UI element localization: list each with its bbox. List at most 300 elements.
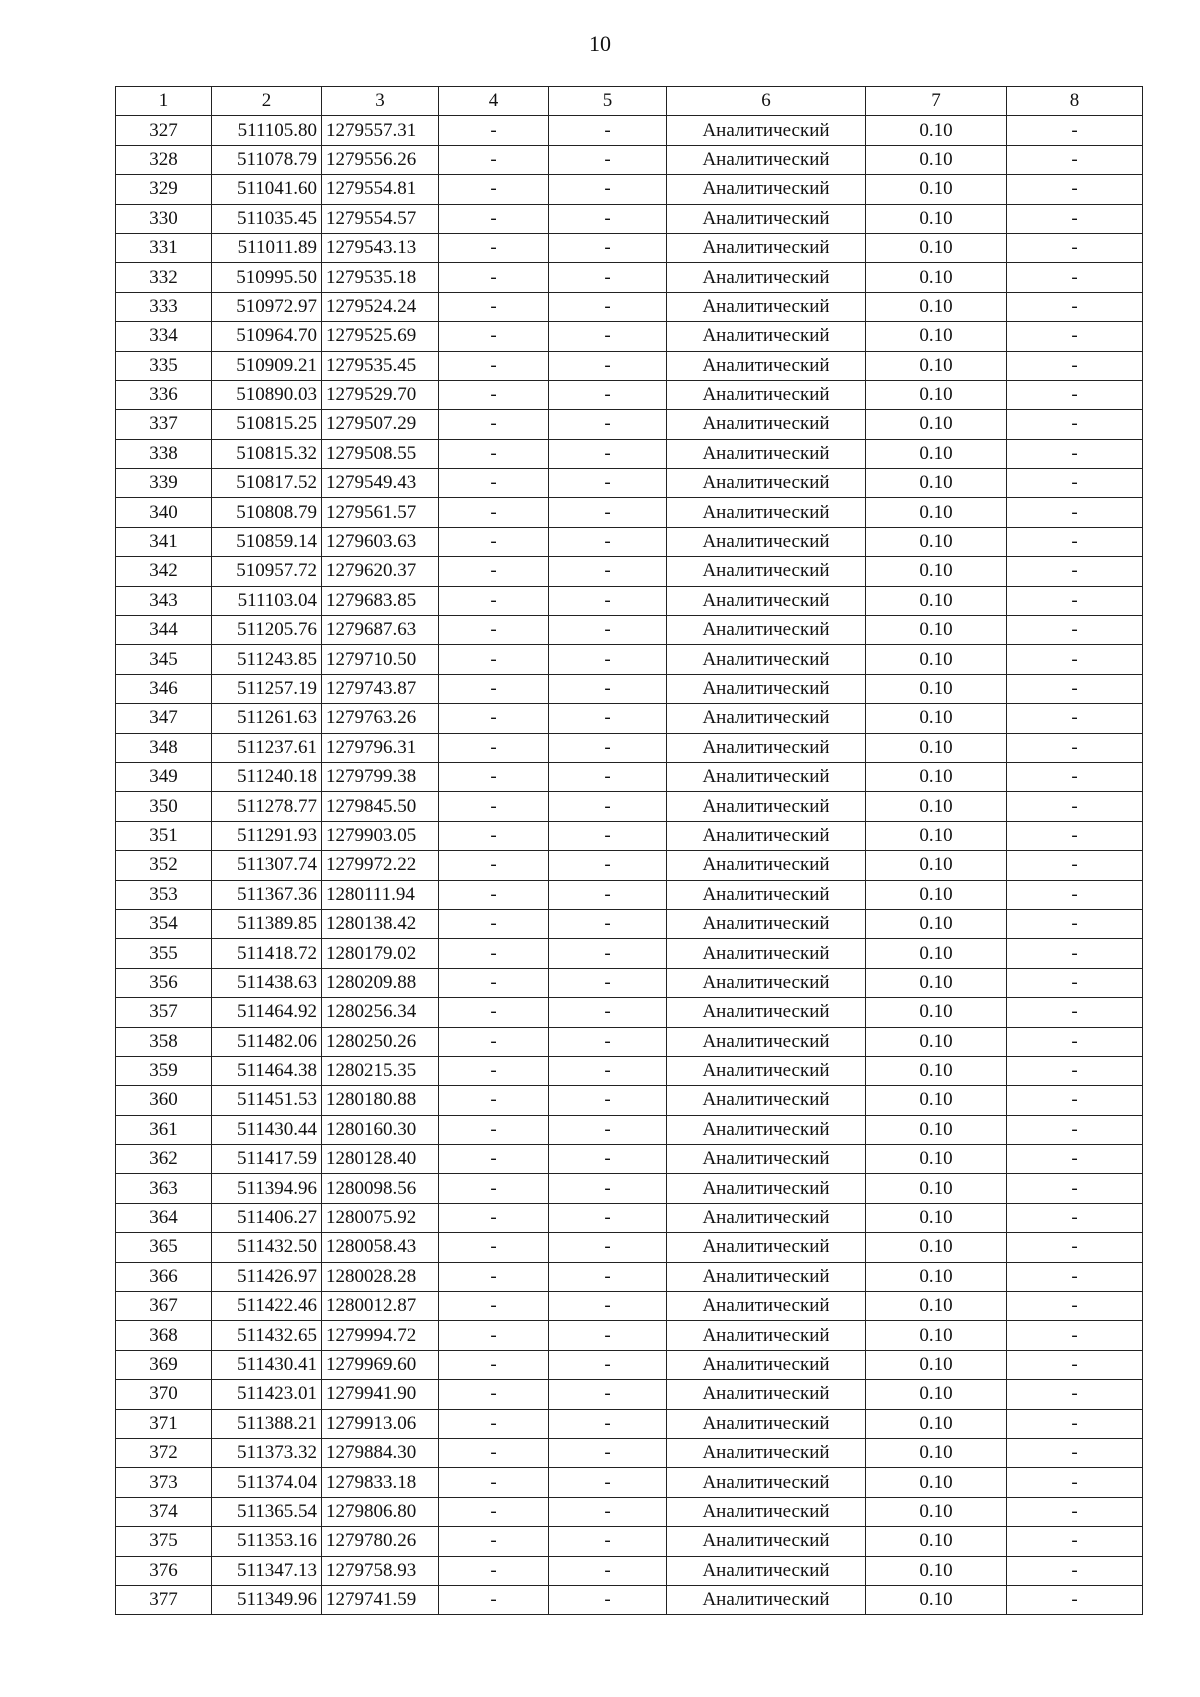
cell-col-4: - (439, 792, 549, 821)
cell-precision: 0.10 (866, 1585, 1007, 1614)
cell-col-5: - (549, 1145, 667, 1174)
cell-x-coordinate: 511278.77 (212, 792, 322, 821)
cell-col-8: - (1007, 380, 1143, 409)
cell-col-5: - (549, 410, 667, 439)
cell-point-number: 367 (116, 1292, 212, 1321)
cell-col-8: - (1007, 175, 1143, 204)
cell-precision: 0.10 (866, 322, 1007, 351)
cell-precision: 0.10 (866, 1174, 1007, 1203)
cell-y-coordinate: 1279763.26 (322, 704, 439, 733)
table-row (116, 792, 1143, 821)
table-row (116, 322, 1143, 351)
cell-precision: 0.10 (866, 1292, 1007, 1321)
cell-y-coordinate: 1280256.34 (322, 998, 439, 1027)
cell-col-4: - (439, 469, 549, 498)
table-row (116, 1527, 1143, 1556)
cell-col-8: - (1007, 909, 1143, 938)
cell-col-4: - (439, 175, 549, 204)
cell-point-number: 360 (116, 1086, 212, 1115)
cell-point-number: 368 (116, 1321, 212, 1350)
cell-col-4: - (439, 410, 549, 439)
cell-x-coordinate: 511482.06 (212, 1027, 322, 1056)
cell-precision: 0.10 (866, 498, 1007, 527)
cell-col-5: - (549, 1350, 667, 1379)
cell-method: Аналитический (667, 322, 866, 351)
cell-point-number: 355 (116, 939, 212, 968)
table-row (116, 586, 1143, 615)
cell-col-4: - (439, 498, 549, 527)
column-header-2: 2 (212, 87, 322, 116)
table-row (116, 1027, 1143, 1056)
cell-point-number: 353 (116, 880, 212, 909)
cell-y-coordinate: 1280138.42 (322, 909, 439, 938)
table-row (116, 674, 1143, 703)
cell-col-5: - (549, 674, 667, 703)
cell-point-number: 341 (116, 527, 212, 556)
table-row (116, 1497, 1143, 1526)
cell-col-5: - (549, 469, 667, 498)
cell-x-coordinate: 511347.13 (212, 1556, 322, 1585)
table-row (116, 557, 1143, 586)
table-row (116, 616, 1143, 645)
cell-point-number: 371 (116, 1409, 212, 1438)
cell-precision: 0.10 (866, 586, 1007, 615)
cell-col-4: - (439, 968, 549, 997)
cell-method: Аналитический (667, 1556, 866, 1585)
cell-y-coordinate: 1280075.92 (322, 1203, 439, 1232)
cell-method: Аналитический (667, 1350, 866, 1379)
cell-x-coordinate: 511422.46 (212, 1292, 322, 1321)
cell-precision: 0.10 (866, 263, 1007, 292)
cell-col-8: - (1007, 1233, 1143, 1262)
cell-col-8: - (1007, 1527, 1143, 1556)
cell-method: Аналитический (667, 645, 866, 674)
cell-x-coordinate: 511105.80 (212, 116, 322, 145)
cell-method: Аналитический (667, 1468, 866, 1497)
cell-point-number: 344 (116, 616, 212, 645)
cell-precision: 0.10 (866, 527, 1007, 556)
cell-x-coordinate: 511367.36 (212, 880, 322, 909)
cell-method: Аналитический (667, 1380, 866, 1409)
cell-col-8: - (1007, 1556, 1143, 1585)
cell-col-4: - (439, 674, 549, 703)
table-row (116, 380, 1143, 409)
cell-col-4: - (439, 1380, 549, 1409)
cell-method: Аналитический (667, 1056, 866, 1085)
cell-y-coordinate: 1280111.94 (322, 880, 439, 909)
cell-x-coordinate: 511257.19 (212, 674, 322, 703)
cell-y-coordinate: 1279758.93 (322, 1556, 439, 1585)
cell-y-coordinate: 1279535.18 (322, 263, 439, 292)
coordinates-table (115, 86, 1143, 1615)
cell-y-coordinate: 1279741.59 (322, 1585, 439, 1614)
cell-method: Аналитический (667, 1203, 866, 1232)
cell-col-8: - (1007, 1292, 1143, 1321)
cell-col-8: - (1007, 1086, 1143, 1115)
cell-method: Аналитический (667, 1497, 866, 1526)
table-row (116, 1056, 1143, 1085)
cell-col-4: - (439, 204, 549, 233)
column-header-5: 5 (549, 87, 667, 116)
cell-point-number: 357 (116, 998, 212, 1027)
cell-x-coordinate: 510815.25 (212, 410, 322, 439)
cell-method: Аналитический (667, 1145, 866, 1174)
cell-col-8: - (1007, 292, 1143, 321)
cell-col-4: - (439, 1203, 549, 1232)
cell-method: Аналитический (667, 116, 866, 145)
cell-precision: 0.10 (866, 998, 1007, 1027)
cell-col-8: - (1007, 351, 1143, 380)
cell-col-8: - (1007, 1438, 1143, 1467)
table-row (116, 1380, 1143, 1409)
cell-point-number: 349 (116, 762, 212, 791)
cell-precision: 0.10 (866, 1027, 1007, 1056)
cell-y-coordinate: 1279549.43 (322, 469, 439, 498)
cell-col-4: - (439, 1292, 549, 1321)
table-row (116, 233, 1143, 262)
cell-col-8: - (1007, 1321, 1143, 1350)
cell-col-4: - (439, 1438, 549, 1467)
cell-method: Аналитический (667, 145, 866, 174)
table-row (116, 1233, 1143, 1262)
cell-col-5: - (549, 439, 667, 468)
cell-point-number: 365 (116, 1233, 212, 1262)
cell-method: Аналитический (667, 1527, 866, 1556)
cell-y-coordinate: 1279780.26 (322, 1527, 439, 1556)
table-row (116, 909, 1143, 938)
cell-y-coordinate: 1279525.69 (322, 322, 439, 351)
cell-col-5: - (549, 557, 667, 586)
cell-method: Аналитический (667, 909, 866, 938)
cell-precision: 0.10 (866, 1321, 1007, 1350)
cell-col-8: - (1007, 145, 1143, 174)
cell-precision: 0.10 (866, 704, 1007, 733)
cell-col-4: - (439, 351, 549, 380)
page-number: 10 (589, 31, 611, 56)
cell-y-coordinate: 1279529.70 (322, 380, 439, 409)
cell-point-number: 359 (116, 1056, 212, 1085)
cell-col-8: - (1007, 998, 1143, 1027)
cell-point-number: 374 (116, 1497, 212, 1526)
cell-col-8: - (1007, 1585, 1143, 1614)
table-row (116, 1321, 1143, 1350)
table-row (116, 469, 1143, 498)
cell-x-coordinate: 511349.96 (212, 1585, 322, 1614)
cell-point-number: 362 (116, 1145, 212, 1174)
cell-col-8: - (1007, 1145, 1143, 1174)
cell-precision: 0.10 (866, 233, 1007, 262)
cell-point-number: 364 (116, 1203, 212, 1232)
cell-point-number: 328 (116, 145, 212, 174)
cell-col-5: - (549, 263, 667, 292)
cell-col-5: - (549, 1527, 667, 1556)
cell-point-number: 354 (116, 909, 212, 938)
cell-y-coordinate: 1279903.05 (322, 821, 439, 850)
cell-y-coordinate: 1279556.26 (322, 145, 439, 174)
cell-point-number: 345 (116, 645, 212, 674)
cell-method: Аналитический (667, 263, 866, 292)
cell-precision: 0.10 (866, 439, 1007, 468)
cell-col-4: - (439, 1497, 549, 1526)
table-row (116, 1203, 1143, 1232)
cell-method: Аналитический (667, 527, 866, 556)
cell-precision: 0.10 (866, 1380, 1007, 1409)
cell-point-number: 366 (116, 1262, 212, 1291)
cell-x-coordinate: 511103.04 (212, 586, 322, 615)
cell-col-5: - (549, 498, 667, 527)
cell-x-coordinate: 511011.89 (212, 233, 322, 262)
cell-precision: 0.10 (866, 1468, 1007, 1497)
cell-y-coordinate: 1280098.56 (322, 1174, 439, 1203)
table-row (116, 145, 1143, 174)
cell-method: Аналитический (667, 1027, 866, 1056)
cell-precision: 0.10 (866, 1409, 1007, 1438)
cell-point-number: 332 (116, 263, 212, 292)
cell-y-coordinate: 1279799.38 (322, 762, 439, 791)
cell-method: Аналитический (667, 1174, 866, 1203)
cell-col-8: - (1007, 968, 1143, 997)
cell-col-5: - (549, 821, 667, 850)
cell-col-4: - (439, 233, 549, 262)
cell-y-coordinate: 1280058.43 (322, 1233, 439, 1262)
cell-point-number: 351 (116, 821, 212, 850)
cell-point-number: 338 (116, 439, 212, 468)
cell-col-4: - (439, 1086, 549, 1115)
cell-method: Аналитический (667, 439, 866, 468)
cell-precision: 0.10 (866, 116, 1007, 145)
cell-x-coordinate: 511205.76 (212, 616, 322, 645)
table-row (116, 292, 1143, 321)
cell-x-coordinate: 511406.27 (212, 1203, 322, 1232)
cell-col-5: - (549, 645, 667, 674)
cell-x-coordinate: 511291.93 (212, 821, 322, 850)
cell-point-number: 350 (116, 792, 212, 821)
cell-method: Аналитический (667, 998, 866, 1027)
cell-precision: 0.10 (866, 821, 1007, 850)
cell-method: Аналитический (667, 498, 866, 527)
cell-method: Аналитический (667, 1086, 866, 1115)
cell-method: Аналитический (667, 616, 866, 645)
cell-y-coordinate: 1280209.88 (322, 968, 439, 997)
cell-y-coordinate: 1279806.80 (322, 1497, 439, 1526)
table-row (116, 645, 1143, 674)
table-row (116, 1468, 1143, 1497)
cell-col-8: - (1007, 204, 1143, 233)
cell-point-number: 342 (116, 557, 212, 586)
cell-col-5: - (549, 1409, 667, 1438)
cell-col-4: - (439, 527, 549, 556)
cell-point-number: 339 (116, 469, 212, 498)
cell-x-coordinate: 511078.79 (212, 145, 322, 174)
cell-method: Аналитический (667, 380, 866, 409)
cell-col-4: - (439, 1056, 549, 1085)
cell-col-4: - (439, 939, 549, 968)
cell-precision: 0.10 (866, 762, 1007, 791)
cell-col-8: - (1007, 233, 1143, 262)
cell-x-coordinate: 511307.74 (212, 851, 322, 880)
cell-x-coordinate: 511353.16 (212, 1527, 322, 1556)
cell-y-coordinate: 1279683.85 (322, 586, 439, 615)
cell-col-4: - (439, 1409, 549, 1438)
cell-point-number: 352 (116, 851, 212, 880)
cell-col-5: - (549, 351, 667, 380)
cell-x-coordinate: 511418.72 (212, 939, 322, 968)
cell-col-4: - (439, 762, 549, 791)
cell-precision: 0.10 (866, 1086, 1007, 1115)
cell-y-coordinate: 1279543.13 (322, 233, 439, 262)
cell-col-8: - (1007, 586, 1143, 615)
cell-col-4: - (439, 1585, 549, 1614)
cell-col-5: - (549, 851, 667, 880)
cell-col-8: - (1007, 498, 1143, 527)
cell-x-coordinate: 510909.21 (212, 351, 322, 380)
cell-x-coordinate: 511432.65 (212, 1321, 322, 1350)
cell-point-number: 375 (116, 1527, 212, 1556)
cell-col-5: - (549, 1174, 667, 1203)
cell-method: Аналитический (667, 792, 866, 821)
table-row (116, 1262, 1143, 1291)
cell-precision: 0.10 (866, 1145, 1007, 1174)
table-row (116, 1174, 1143, 1203)
cell-col-4: - (439, 1115, 549, 1144)
table-row (116, 851, 1143, 880)
cell-precision: 0.10 (866, 968, 1007, 997)
cell-col-8: - (1007, 851, 1143, 880)
cell-col-8: - (1007, 1409, 1143, 1438)
cell-precision: 0.10 (866, 204, 1007, 233)
cell-x-coordinate: 511365.54 (212, 1497, 322, 1526)
cell-y-coordinate: 1279969.60 (322, 1350, 439, 1379)
cell-precision: 0.10 (866, 1262, 1007, 1291)
cell-col-8: - (1007, 733, 1143, 762)
cell-col-5: - (549, 1468, 667, 1497)
cell-method: Аналитический (667, 821, 866, 850)
cell-col-8: - (1007, 1497, 1143, 1526)
cell-col-5: - (549, 380, 667, 409)
cell-method: Аналитический (667, 586, 866, 615)
table-row (116, 968, 1143, 997)
cell-precision: 0.10 (866, 145, 1007, 174)
cell-x-coordinate: 510890.03 (212, 380, 322, 409)
cell-col-4: - (439, 557, 549, 586)
table-row (116, 204, 1143, 233)
cell-y-coordinate: 1280180.88 (322, 1086, 439, 1115)
cell-point-number: 329 (116, 175, 212, 204)
cell-precision: 0.10 (866, 351, 1007, 380)
cell-y-coordinate: 1279710.50 (322, 645, 439, 674)
cell-point-number: 369 (116, 1350, 212, 1379)
table-header-row (116, 87, 1143, 116)
cell-col-5: - (549, 733, 667, 762)
table-row (116, 527, 1143, 556)
table-row (116, 1350, 1143, 1379)
cell-col-5: - (549, 704, 667, 733)
cell-point-number: 373 (116, 1468, 212, 1497)
cell-method: Аналитический (667, 1115, 866, 1144)
cell-col-5: - (549, 1380, 667, 1409)
table-row (116, 1086, 1143, 1115)
cell-col-5: - (549, 968, 667, 997)
cell-y-coordinate: 1280179.02 (322, 939, 439, 968)
cell-col-4: - (439, 733, 549, 762)
cell-method: Аналитический (667, 1585, 866, 1614)
cell-y-coordinate: 1279884.30 (322, 1438, 439, 1467)
column-header-8: 8 (1007, 87, 1143, 116)
cell-method: Аналитический (667, 1438, 866, 1467)
cell-col-4: - (439, 880, 549, 909)
cell-x-coordinate: 511430.44 (212, 1115, 322, 1144)
cell-col-5: - (549, 292, 667, 321)
cell-method: Аналитический (667, 1233, 866, 1262)
table-row (116, 351, 1143, 380)
cell-x-coordinate: 511373.32 (212, 1438, 322, 1467)
cell-method: Аналитический (667, 1292, 866, 1321)
cell-col-8: - (1007, 263, 1143, 292)
table-row (116, 175, 1143, 204)
cell-col-4: - (439, 616, 549, 645)
table-row (116, 410, 1143, 439)
table-row (116, 439, 1143, 468)
cell-x-coordinate: 511423.01 (212, 1380, 322, 1409)
cell-y-coordinate: 1279845.50 (322, 792, 439, 821)
cell-col-4: - (439, 1174, 549, 1203)
cell-col-4: - (439, 851, 549, 880)
cell-point-number: 336 (116, 380, 212, 409)
cell-col-5: - (549, 1086, 667, 1115)
cell-point-number: 356 (116, 968, 212, 997)
cell-col-5: - (549, 1203, 667, 1232)
cell-col-4: - (439, 263, 549, 292)
cell-point-number: 363 (116, 1174, 212, 1203)
cell-col-5: - (549, 1233, 667, 1262)
cell-col-4: - (439, 1321, 549, 1350)
cell-col-5: - (549, 233, 667, 262)
cell-x-coordinate: 510815.32 (212, 439, 322, 468)
table-row (116, 704, 1143, 733)
cell-point-number: 372 (116, 1438, 212, 1467)
cell-col-5: - (549, 1056, 667, 1085)
cell-method: Аналитический (667, 939, 866, 968)
cell-y-coordinate: 1279687.63 (322, 616, 439, 645)
cell-x-coordinate: 511451.53 (212, 1086, 322, 1115)
cell-col-4: - (439, 1556, 549, 1585)
cell-y-coordinate: 1279913.06 (322, 1409, 439, 1438)
cell-col-8: - (1007, 821, 1143, 850)
cell-method: Аналитический (667, 704, 866, 733)
cell-precision: 0.10 (866, 469, 1007, 498)
cell-precision: 0.10 (866, 851, 1007, 880)
table-row (116, 939, 1143, 968)
cell-precision: 0.10 (866, 939, 1007, 968)
cell-col-8: - (1007, 1056, 1143, 1085)
cell-col-8: - (1007, 1468, 1143, 1497)
cell-col-5: - (549, 1321, 667, 1350)
cell-col-4: - (439, 645, 549, 674)
cell-method: Аналитический (667, 733, 866, 762)
cell-method: Аналитический (667, 351, 866, 380)
cell-method: Аналитический (667, 1409, 866, 1438)
cell-col-5: - (549, 1292, 667, 1321)
cell-method: Аналитический (667, 410, 866, 439)
cell-x-coordinate: 511464.38 (212, 1056, 322, 1085)
cell-precision: 0.10 (866, 1203, 1007, 1232)
cell-col-8: - (1007, 439, 1143, 468)
cell-col-5: - (549, 204, 667, 233)
table-row (116, 1585, 1143, 1614)
cell-precision: 0.10 (866, 733, 1007, 762)
cell-point-number: 330 (116, 204, 212, 233)
cell-point-number: 337 (116, 410, 212, 439)
